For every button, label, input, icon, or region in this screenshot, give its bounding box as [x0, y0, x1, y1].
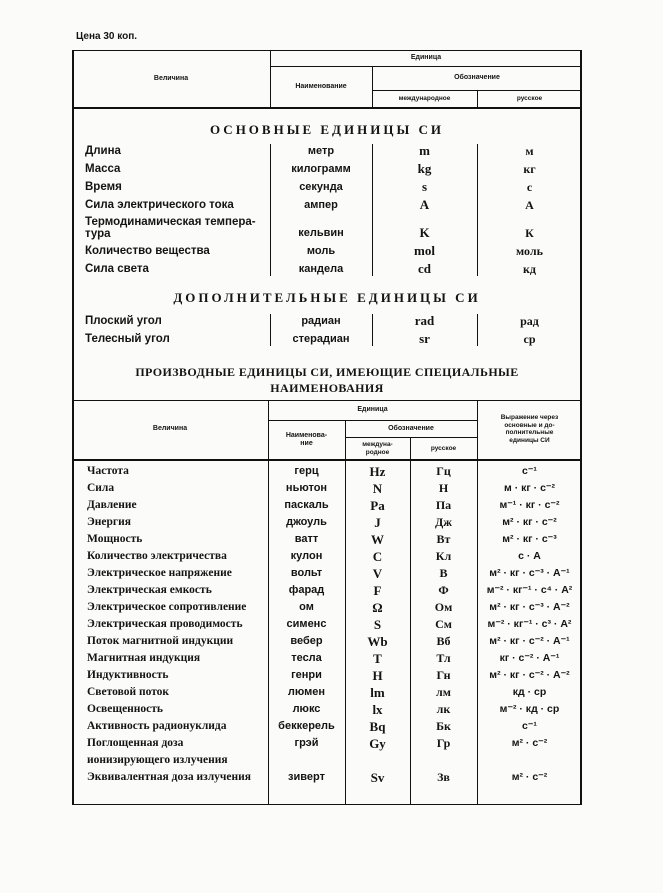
unit-name: ом [299, 601, 314, 613]
unit-name: ньютон [285, 482, 328, 494]
table-row [72, 330, 582, 348]
quantity-name-line: Термодинамическая темпера- [85, 216, 256, 228]
unit-name: вольт [290, 567, 323, 579]
derived-header-unit [268, 400, 477, 420]
quantity-name [87, 599, 246, 616]
quantity-name [87, 667, 168, 684]
si-expression: кг · с⁻² · А⁻¹ [499, 652, 560, 664]
derived-units-body [72, 463, 582, 786]
quantity-name-line: Сила электрического тока [85, 199, 234, 211]
russian-symbol: Гн [436, 668, 451, 682]
si-expression: с · А [518, 550, 541, 562]
quantity-name [85, 160, 120, 178]
si-expression: м² · кг · с⁻³ · А⁻² [489, 601, 570, 613]
quantity-name [87, 633, 233, 650]
basic-units-body [72, 142, 582, 278]
supplementary-units-body [72, 312, 582, 348]
table-row [72, 160, 582, 178]
derived-header-international-line: междуна- [362, 441, 393, 448]
table-row [72, 701, 582, 718]
table-row [72, 531, 582, 548]
quantity-name [87, 684, 169, 701]
table-row [72, 633, 582, 650]
international-symbol: mol [414, 243, 435, 258]
derived-header-russian [410, 437, 477, 460]
russian-symbol: В [439, 566, 448, 580]
russian-symbol: кд [523, 262, 536, 276]
si-expression: м⁻² · кг⁻¹ · с³ · А² [487, 618, 572, 630]
international-symbol: Hz [369, 464, 386, 479]
table-row [72, 548, 582, 565]
russian-symbol: Вб [436, 634, 451, 648]
unit-name: кулон [290, 550, 323, 562]
russian-symbol: Гр [436, 736, 451, 750]
unit-name: ватт [294, 533, 319, 545]
quantity-name-line: Частота [87, 465, 129, 477]
international-symbol: Bq [369, 719, 386, 734]
international-symbol: C [372, 549, 383, 564]
header-unit [270, 50, 582, 66]
derived-header-symbol [345, 420, 477, 437]
unit-name: метр [307, 145, 335, 157]
table-row [72, 463, 582, 480]
quantity-name [85, 216, 256, 240]
russian-symbol: Вт [436, 532, 451, 546]
quantity-name [87, 735, 228, 769]
russian-symbol: Па [435, 498, 452, 512]
header-russian [477, 90, 582, 108]
section-title-derived-line: НАИМЕНОВАНИЯ [270, 381, 384, 395]
international-symbol: N [372, 481, 383, 496]
quantity-name [85, 312, 162, 330]
derived-header-expression-line: единицы СИ [509, 436, 550, 444]
international-symbol: F [373, 583, 382, 598]
unit-name: стерадиан [292, 333, 350, 345]
international-symbol: s [421, 179, 428, 194]
table-row [72, 769, 582, 786]
international-symbol: Gy [369, 736, 386, 751]
international-symbol: V [372, 566, 383, 581]
russian-symbol: моль [516, 244, 543, 258]
quantity-name [85, 330, 170, 348]
header-russian-label: русское [516, 95, 543, 103]
russian-symbol: А [525, 198, 534, 212]
quantity-name [87, 769, 251, 786]
section-title-derived [72, 364, 582, 396]
quantity-name-line: Энергия [87, 516, 131, 528]
header-international [372, 90, 477, 108]
table-row [72, 616, 582, 633]
russian-symbol: лм [436, 685, 451, 699]
quantity-name [87, 650, 200, 667]
table-row [72, 178, 582, 196]
international-symbol: J [374, 515, 381, 530]
russian-symbol: Н [438, 481, 449, 495]
quantity-name-line: Электрическая проводимость [87, 618, 243, 630]
quantity-name [87, 480, 114, 497]
unit-name: грэй [294, 737, 319, 749]
table-row [72, 650, 582, 667]
international-symbol: Ω [372, 600, 383, 615]
quantity-name-line: Активность радионуклида [87, 720, 227, 732]
international-symbol: T [373, 651, 382, 666]
unit-name: тесла [291, 652, 322, 664]
si-expression: м² · кг · с⁻² · А⁻² [489, 669, 570, 681]
table-row [72, 718, 582, 735]
derived-header-quantity-label: Величина [152, 425, 188, 432]
unit-name: килограмм [291, 163, 351, 175]
russian-symbol: Ф [438, 583, 449, 597]
derived-header-international [345, 437, 410, 460]
russian-symbol: м [525, 144, 534, 158]
section-title-supplementary: ДОПОЛНИТЕЛЬНЫЕ ЕДИНИЦЫ СИ [173, 290, 481, 305]
quantity-name-line: Электрическая емкость [87, 584, 212, 596]
table-row [72, 142, 582, 160]
quantity-name-line: Сила света [85, 263, 149, 275]
russian-symbol: См [435, 617, 452, 631]
table-row [72, 582, 582, 599]
si-expression: кд · ср [512, 686, 547, 698]
quantity-name [87, 701, 163, 718]
table-row [72, 242, 582, 260]
quantity-name-line: Количество вещества [85, 245, 210, 257]
unit-name: кельвин [298, 227, 344, 239]
quantity-name [87, 463, 129, 480]
unit-name: люкс [292, 703, 321, 715]
quantity-name-line: Световой поток [87, 686, 170, 698]
unit-name: моль [306, 245, 336, 257]
russian-symbol: Кл [435, 549, 452, 563]
section-title-basic: ОСНОВНЫЕ ЕДИНИЦЫ СИ [210, 122, 444, 137]
unit-name: паскаль [284, 499, 329, 511]
quantity-name-line: Длина [85, 145, 121, 157]
international-symbol: m [419, 143, 430, 158]
unit-name: зиверт [288, 771, 325, 783]
quantity-name [87, 497, 137, 514]
header-quantity-label: Величина [153, 75, 189, 82]
derived-header-international-line: родное [365, 448, 390, 456]
derived-header-unit-name-line: ние [300, 440, 313, 447]
quantity-name-line: Сила [87, 482, 115, 494]
si-expression: м² · кг · с⁻² · А⁻¹ [489, 635, 570, 647]
unit-name: люмен [287, 686, 326, 698]
derived-header-expression-line: основные и до- [504, 421, 555, 429]
table-row [72, 196, 582, 214]
russian-symbol: К [525, 226, 534, 240]
russian-symbol: Ом [434, 600, 453, 614]
russian-symbol: Тл [436, 651, 451, 665]
header-unit-name [270, 66, 372, 108]
quantity-name [87, 548, 227, 565]
international-symbol: Wb [367, 634, 388, 649]
derived-header-symbol-label: Обозначение [388, 424, 434, 432]
international-symbol: cd [418, 261, 431, 276]
unit-name: джоуль [286, 516, 327, 528]
derived-header-unit-name-line: Наименова- [285, 432, 328, 439]
quantity-name [87, 718, 227, 735]
table-row [72, 599, 582, 616]
quantity-name [87, 514, 131, 531]
derived-header-quantity [72, 400, 268, 458]
si-expression: с⁻¹ [522, 720, 537, 732]
unit-name: фарад [288, 584, 325, 596]
si-expression: м⁻² · кд · ср [499, 703, 560, 715]
quantity-name-line: Магнитная индукция [87, 652, 201, 664]
quantity-name-line: Электрическое сопротивление [87, 601, 247, 613]
quantity-name [85, 142, 121, 160]
quantity-name [85, 242, 210, 260]
table-row [72, 667, 582, 684]
table-row [72, 214, 582, 242]
russian-symbol: Гц [436, 464, 451, 478]
international-symbol: K [419, 225, 430, 240]
unit-name: секунда [299, 181, 343, 193]
quantity-name [85, 260, 149, 278]
si-expression: м² · кг · с⁻² [502, 516, 557, 528]
russian-symbol: Бк [436, 719, 451, 733]
header-international-label: международное [398, 95, 451, 103]
quantity-name [87, 582, 212, 599]
table-row [72, 514, 582, 531]
si-expression: м² · с⁻² [511, 771, 548, 783]
si-expression: м² · кг · с⁻³ [502, 533, 557, 545]
quantity-name [85, 178, 122, 196]
quantity-name-line: Поток магнитной индукции [87, 635, 234, 647]
russian-symbol: лк [436, 702, 451, 716]
header-unit-name-label: Наименование [295, 83, 347, 90]
si-expression: с⁻¹ [522, 465, 537, 477]
quantity-name-line: Время [85, 181, 122, 193]
russian-symbol: рад [520, 314, 539, 328]
international-symbol: H [372, 668, 383, 683]
si-expression: м⁻² · кг⁻¹ · с⁴ · А² [486, 584, 573, 596]
price-label: Цена 30 коп. [76, 31, 138, 42]
unit-name: сименс [286, 618, 327, 630]
international-symbol: sr [419, 331, 430, 346]
international-symbol: W [371, 532, 384, 547]
unit-name: ампер [304, 199, 338, 211]
unit-name: генри [291, 669, 322, 681]
derived-header-expression-line: полнительные [505, 429, 554, 436]
header-quantity [72, 50, 270, 108]
header-unit-label: Единица [410, 54, 442, 61]
derived-header-expression-line: Выражение через [500, 414, 559, 421]
international-symbol: kg [417, 161, 432, 176]
quantity-name-line: Поглощенная доза [87, 737, 184, 749]
si-expression: м² · с⁻² [511, 737, 548, 749]
si-expression: м · кг · с⁻² [504, 482, 555, 494]
quantity-name [87, 531, 142, 548]
table-row [72, 260, 582, 278]
quantity-name-line: Количество электричества [87, 550, 227, 562]
quantity-name-line: тура [85, 228, 111, 240]
table-row [72, 684, 582, 701]
international-symbol: lm [370, 685, 385, 700]
unit-name: вебер [290, 635, 323, 647]
si-expression: м² · кг · с⁻³ · А⁻¹ [489, 567, 570, 579]
quantity-name [87, 565, 232, 582]
international-symbol: A [419, 197, 430, 212]
derived-header-russian-label: русское [430, 444, 457, 452]
russian-symbol: кг [523, 162, 536, 176]
derived-header-expression [477, 400, 582, 458]
header-symbol [372, 66, 582, 90]
quantity-name [87, 616, 243, 633]
quantity-name-line: Электрическое напряжение [87, 567, 232, 579]
quantity-name-line: Телесный угол [85, 333, 170, 345]
table-row [72, 312, 582, 330]
unit-name: кандела [298, 263, 344, 275]
quantity-name-line: Масса [85, 163, 121, 175]
quantity-name-line: Освещенность [87, 703, 164, 715]
quantity-name-line: Плоский угол [85, 315, 162, 327]
international-symbol: S [373, 617, 382, 632]
table-row [72, 480, 582, 497]
quantity-name-line: Эквивалентная доза излучения [87, 771, 251, 783]
section-title-derived-line: ПРОИЗВОДНЫЕ ЕДИНИЦЫ СИ, ИМЕЮЩИЕ СПЕЦИАЛЬНЫЕ [135, 365, 519, 379]
quantity-name-line: ионизирующего излучения [87, 754, 228, 766]
table-row [72, 565, 582, 582]
russian-symbol: с [526, 180, 533, 194]
unit-name: герц [294, 465, 319, 477]
table-row [72, 497, 582, 514]
header-symbol-label: Обозначение [454, 74, 500, 81]
derived-header-unit-name [268, 420, 345, 460]
international-symbol: Sv [370, 770, 385, 785]
unit-name: беккерель [278, 720, 335, 732]
quantity-name [85, 196, 234, 214]
unit-name: радиан [301, 315, 341, 327]
international-symbol: lx [372, 702, 383, 717]
russian-symbol: Дж [435, 515, 452, 529]
quantity-name-line: Мощность [87, 533, 143, 545]
si-expression: м⁻¹ · кг · с⁻² [499, 499, 560, 511]
international-symbol: rad [414, 313, 435, 328]
russian-symbol: ср [523, 332, 536, 346]
quantity-name-line: Индуктивность [87, 669, 169, 681]
international-symbol: Pa [370, 498, 385, 513]
derived-header-unit-label: Единица [357, 406, 388, 413]
quantity-name-line: Давление [87, 499, 137, 511]
table-row [72, 735, 582, 769]
russian-symbol: Зв [437, 770, 450, 784]
